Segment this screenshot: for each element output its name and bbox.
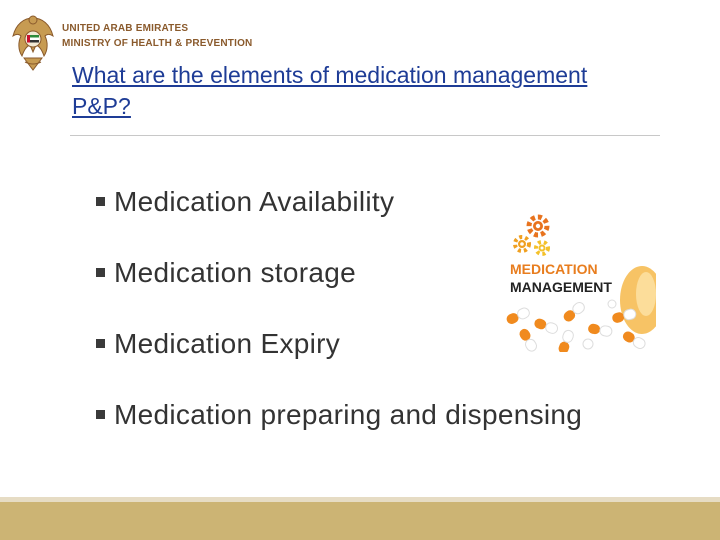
uae-emblem-icon [10, 12, 56, 74]
square-bullet-icon [96, 339, 105, 348]
bullet-text: Medication Expiry [114, 328, 341, 359]
slide-title-line1[interactable]: What are the elements of medication management [72, 62, 588, 88]
image-heading-line1: MEDICATION [510, 261, 598, 277]
ministry-country: UNITED ARAB EMIRATES [62, 23, 189, 34]
bullet-text: Medication Availability [114, 186, 395, 217]
square-bullet-icon [96, 197, 105, 206]
ministry-title: MINISTRY OF HEALTH & PREVENTION [62, 38, 253, 49]
image-heading-line2: MANAGEMENT [510, 279, 612, 295]
ministry-name [62, 23, 252, 49]
bullet-text: Medication preparing and dispensing [114, 399, 583, 430]
slide-title-line2[interactable]: P&P? [72, 93, 131, 119]
footer-band [0, 502, 720, 540]
square-bullet-icon [96, 268, 105, 277]
bullet-text: Medication storage [114, 257, 356, 288]
title-divider [70, 135, 660, 136]
medication-management-image [500, 208, 656, 352]
slide-title [72, 60, 672, 122]
bullet-item [96, 399, 582, 435]
square-bullet-icon [96, 410, 105, 419]
